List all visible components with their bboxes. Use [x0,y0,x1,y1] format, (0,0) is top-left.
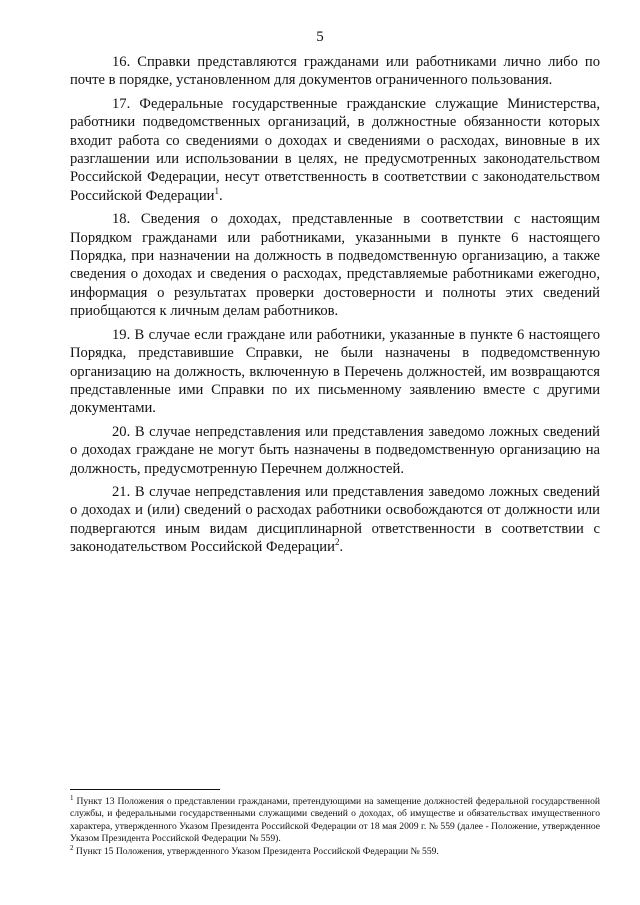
footnote-ref-1: 1 [214,185,219,196]
page-number: 5 [316,29,324,45]
paragraph-21: 21. В случае непредставления или представления заведомо ложных сведений о доходах и (или) сведений о расходах работники освобождаются от должности или подвергаются иным видам дисциплинарной ответственности в соответствии с законодательством Российской Федерации$^2$. [70,483,600,556]
paragraph-16: 16. Справки представляются гражданами или работниками лично либо по почте в порядке, установленном для документов ограниченного пользования. [70,54,600,89]
document-body [70,53,600,562]
paragraph-17: 17. Федеральные государственные гражданские служащие Министерства, работники подведомственных организаций, в должностные обязанности которых входит работа со сведениями о доходах и сведениями о расходах, виновные в их разглашении или использовании в целях, не предусмотренных законодательством Российской Федерации, несут ответственность в соответствии с законодательством Российской Федерации$^1$. [70,95,600,204]
paragraph-18: 18. Сведения о доходах, представленные в соответствии с настоящим Порядком гражданами или работниками, указанными в пункте 6 настоящего Порядка, при назначении на должность в подведомственную организацию, а также сведения о доходах и сведения о расходах, представляемые работниками ежегодно, информация о результатах проверки достоверности и полноты этих сведений приобщаются к личным делам работников. [70,211,600,320]
paragraph-20: 20. В случае непредставления или представления заведомо ложных сведений о доходах граждане не могут быть назначены в подведомственную организацию на должность, предусмотренную Перечнем должностей. [70,423,600,477]
footnote-ref-2: 2 [334,537,340,548]
footnote-1: $^1$ Пункт 13 Положения о представлении гражданами, претендующими на замещение должностей федеральной государственной службы, и федеральными государственными служащими сведений о доходах, об имуществе и обязательствах имущественного характера, утвержденного Указом Президента Российской Федерации от 18 мая 2009 г. № 559 (далее - Положение, утвержденное Указом Президента Российской Федерации № 559). [70,793,600,845]
footnotes [70,793,600,858]
footnote-separator [70,789,220,790]
paragraph-19: 19. В случае если граждане или работники, указанные в пункте 6 настоящего Порядка, представившие Справки, не были назначены в подведомственную организацию на должность, включенную в Перечень должностей, им возвращаются представленные ими Справки по их письменному заявлению вместе с другими документами. [70,326,600,417]
footnote-2: $^2$ Пункт 15 Положения, утвержденного Указом Президента Российской Федерации № 559. [70,843,439,857]
